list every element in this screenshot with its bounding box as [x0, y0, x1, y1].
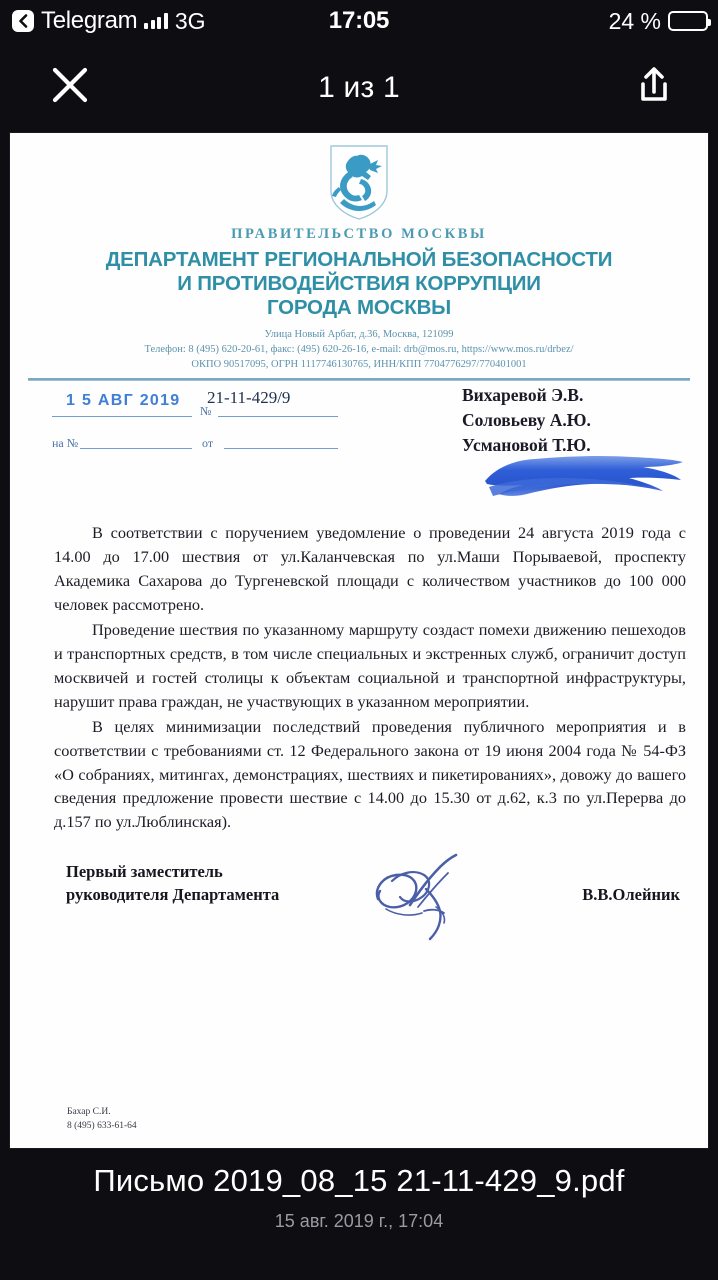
document-page[interactable] — [10, 133, 708, 1148]
page-indicator-label: 1 из 1 — [318, 70, 400, 104]
blue-brush-redaction — [483, 451, 688, 506]
government-label: ПРАВИТЕЛЬСТВО МОСКВЫ — [231, 226, 487, 242]
department-title-line2: И ПРОТИВОДЕЙСТВИЯ КОРРУПЦИИ — [177, 271, 541, 295]
ios-status-bar — [0, 0, 718, 42]
reference-block — [52, 390, 372, 456]
addressee-block — [462, 383, 682, 458]
number-label: № — [200, 404, 212, 419]
from-label: от — [202, 436, 214, 451]
addressee-line: Усмановой Т.Ю. — [462, 434, 591, 455]
addressee-line: Вихаревой Э.В. — [462, 385, 584, 405]
share-icon — [636, 65, 672, 110]
signer-title-line1: Первый заместитель — [66, 862, 223, 881]
date-stamp: 1 5 АВГ 2019 — [66, 392, 181, 410]
department-title-line1: ДЕПАРТАМЕНТ РЕГИОНАЛЬНОЙ БЕЗОПАСНОСТИ — [105, 248, 613, 271]
department-title-line3: ГОРОДА МОСКВЫ — [266, 295, 452, 319]
reference-number: 21-11-429/9 — [207, 388, 291, 408]
file-date-label: 15 авг. 2019 г., 17:04 — [274, 1211, 444, 1231]
department-title — [10, 248, 708, 319]
body-paragraph: В целях минимизации последствий проведения публичного мероприятия и в соответствии с требованиями ст. 12 Федерального закона от 19 июня 2004 года № 54-ФЗ «О собраниях, митингах, демонстрациях, шествиях и пикетированиях», довожу до вашего сведения предложение провести шествие с 14.00 до 15.30 от д.62, к.3 по ул.Перерва до д.157 по ул.Люблинская). — [54, 716, 686, 832]
from-rule — [224, 448, 338, 449]
letterhead-contacts — [10, 328, 708, 373]
battery-percent-label: 24 % — [608, 7, 661, 34]
viewer-top-bar — [0, 42, 718, 133]
letterhead-address: Улица Новый Арбат, д.36, Москва, 121099 — [264, 329, 454, 341]
signer-name: В.В.Олейник — [582, 885, 680, 904]
on-number-label: на № — [52, 436, 79, 451]
executor-name: Бахар С.И. — [67, 1107, 111, 1118]
file-name-label: Письмо 2019_08_15 21-11-429_9.pdf — [93, 1163, 625, 1198]
number-rule — [218, 416, 338, 417]
date-rule — [52, 416, 192, 417]
letterhead-divider — [28, 378, 690, 381]
executor-info — [67, 1106, 137, 1134]
clock-label: 17:05 — [328, 7, 390, 34]
letterhead-registry: ОКПО 90517095, ОГРН 1117746130765, ИНН/КПП 7704776297/770401001 — [191, 359, 527, 371]
signer-title-line2: руководителя Департамента — [66, 884, 280, 904]
moscow-coat-of-arms-icon — [10, 133, 708, 221]
letterhead-phone-email: Телефон: 8 (495) 620-20-61, факс: (495) 620-26-16, e-mail: drb@mos.ru, https://www.mos.ru/drbez/ — [144, 344, 574, 356]
file-caption — [0, 1163, 718, 1232]
handwritten-signature — [366, 851, 484, 952]
share-button[interactable] — [628, 62, 680, 114]
battery-icon — [668, 11, 708, 31]
network-type-label: 3G — [174, 7, 206, 34]
body-paragraph: В соответствии с поручением уведомление о проведении 24 августа 2019 года с 14.00 до 17.00 шествия от ул.Каланчевская по ул.Маши Порываевой, проспекту Академика Сахарова до Тургеневской площади с количеством участников до 100 000 человек рассмотрено. — [54, 523, 686, 614]
addressee-line: Соловьеву А.Ю. — [462, 409, 591, 430]
signer-title — [66, 861, 279, 907]
on-number-rule — [80, 448, 192, 449]
body-paragraph: Проведение шествия по указанному маршруту создаст помехи движению пешеходов и транспортных средств, в том числе специальных и экстренных служб, ограничит доступ москвичей и гостей столицы к объектам социальной и транспортной инфраструктуры, нарушит права граждан, не участвующих в указанном мероприятии. — [54, 619, 686, 711]
carrier-label: Telegram — [41, 7, 138, 34]
executor-phone: 8 (495) 633-61-64 — [67, 1121, 137, 1132]
document-body — [54, 521, 686, 835]
signature-block — [66, 861, 680, 951]
status-bar-right — [609, 8, 708, 35]
